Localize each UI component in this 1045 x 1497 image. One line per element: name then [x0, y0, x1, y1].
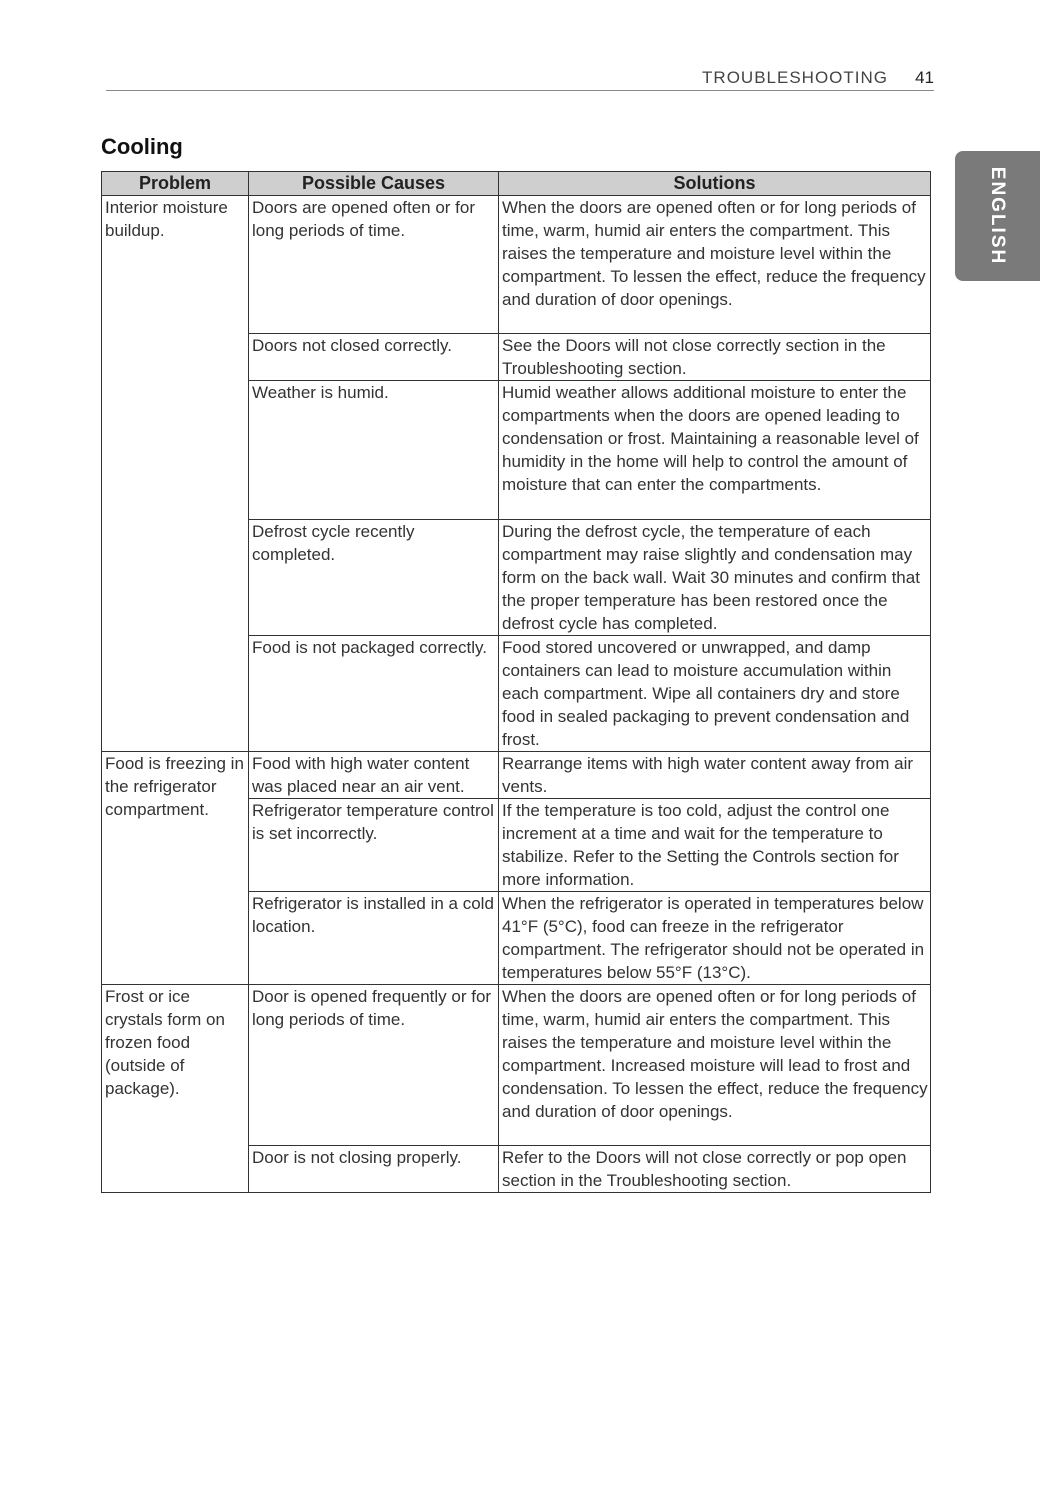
solution-cell: Refer to the Doors will not close correctly or pop open section in the Troubleshooting section.	[499, 1146, 931, 1193]
solution-cell: Humid weather allows additional moisture to enter the compartments when the doors are opened leading to condensation or frost. Maintaining a reasonable level of humidity in the home will help to control the amount of moisture that can enter the compartments.	[499, 381, 931, 520]
language-tab	[955, 151, 1040, 281]
solution-cell: See the Doors will not close correctly section in the Troubleshooting section.	[499, 334, 931, 381]
table-header-row	[102, 172, 931, 196]
problem-cell: Food is freezing in the refrigerator compartment.	[102, 752, 249, 985]
troubleshooting-table	[101, 171, 931, 1193]
header-section-title: TROUBLESHOOTING	[702, 68, 888, 87]
column-header-causes: Possible Causes	[249, 172, 499, 196]
solution-cell: When the doors are opened often or for long periods of time, warm, humid air enters the compartment. This raises the temperature and moisture level within the compartment. Increased moisture will lead to frost and condensation. To lessen the effect, reduce the frequency and duration of door openings.	[499, 985, 931, 1146]
problem-cell: Interior moisture buildup.	[102, 196, 249, 752]
cause-cell: Doors not closed correctly.	[249, 334, 499, 381]
solution-cell: During the defrost cycle, the temperature of each compartment may raise slightly and condensation may form on the back wall. Wait 30 minutes and confirm that the proper temperature has been restored once the defrost cycle has completed.	[499, 520, 931, 636]
cause-cell: Food is not packaged correctly.	[249, 636, 499, 752]
cause-cell: Weather is humid.	[249, 381, 499, 520]
language-tab-label: ENGLISH	[987, 166, 1008, 266]
cause-cell: Refrigerator temperature control is set incorrectly.	[249, 799, 499, 892]
cause-cell: Food with high water content was placed near an air vent.	[249, 752, 499, 799]
solution-cell: Food stored uncovered or unwrapped, and damp containers can lead to moisture accumulation within each compartment. Wipe all containers dry and store food in sealed packaging to prevent condensation and frost.	[499, 636, 931, 752]
table-row	[102, 196, 931, 334]
solution-cell: When the refrigerator is operated in temperatures below 41°F (5°C), food can freeze in the refrigerator compartment. The refrigerator should not be operated in temperatures below 55°F (13°C).	[499, 892, 931, 985]
cause-cell: Door is not closing properly.	[249, 1146, 499, 1193]
section-title: Cooling	[101, 134, 183, 159]
table-row	[102, 985, 931, 1146]
cause-cell: Door is opened frequently or for long periods of time.	[249, 985, 499, 1146]
cause-cell: Refrigerator is installed in a cold location.	[249, 892, 499, 985]
column-header-solutions: Solutions	[499, 172, 931, 196]
page-number: 41	[915, 68, 934, 87]
page-header	[106, 68, 934, 91]
solution-cell: Rearrange items with high water content away from air vents.	[499, 752, 931, 799]
table-row	[102, 752, 931, 799]
cause-cell: Doors are opened often or for long periods of time.	[249, 196, 499, 334]
column-header-problem: Problem	[102, 172, 249, 196]
solution-cell: If the temperature is too cold, adjust the control one increment at a time and wait for the temperature to stabilize. Refer to the Setting the Controls section for more information.	[499, 799, 931, 892]
cause-cell: Defrost cycle recently completed.	[249, 520, 499, 636]
problem-cell: Frost or ice crystals form on frozen food (outside of package).	[102, 985, 249, 1193]
solution-cell: When the doors are opened often or for long periods of time, warm, humid air enters the compartment. This raises the temperature and moisture level within the compartment. To lessen the effect, reduce the frequency and duration of door openings.	[499, 196, 931, 334]
